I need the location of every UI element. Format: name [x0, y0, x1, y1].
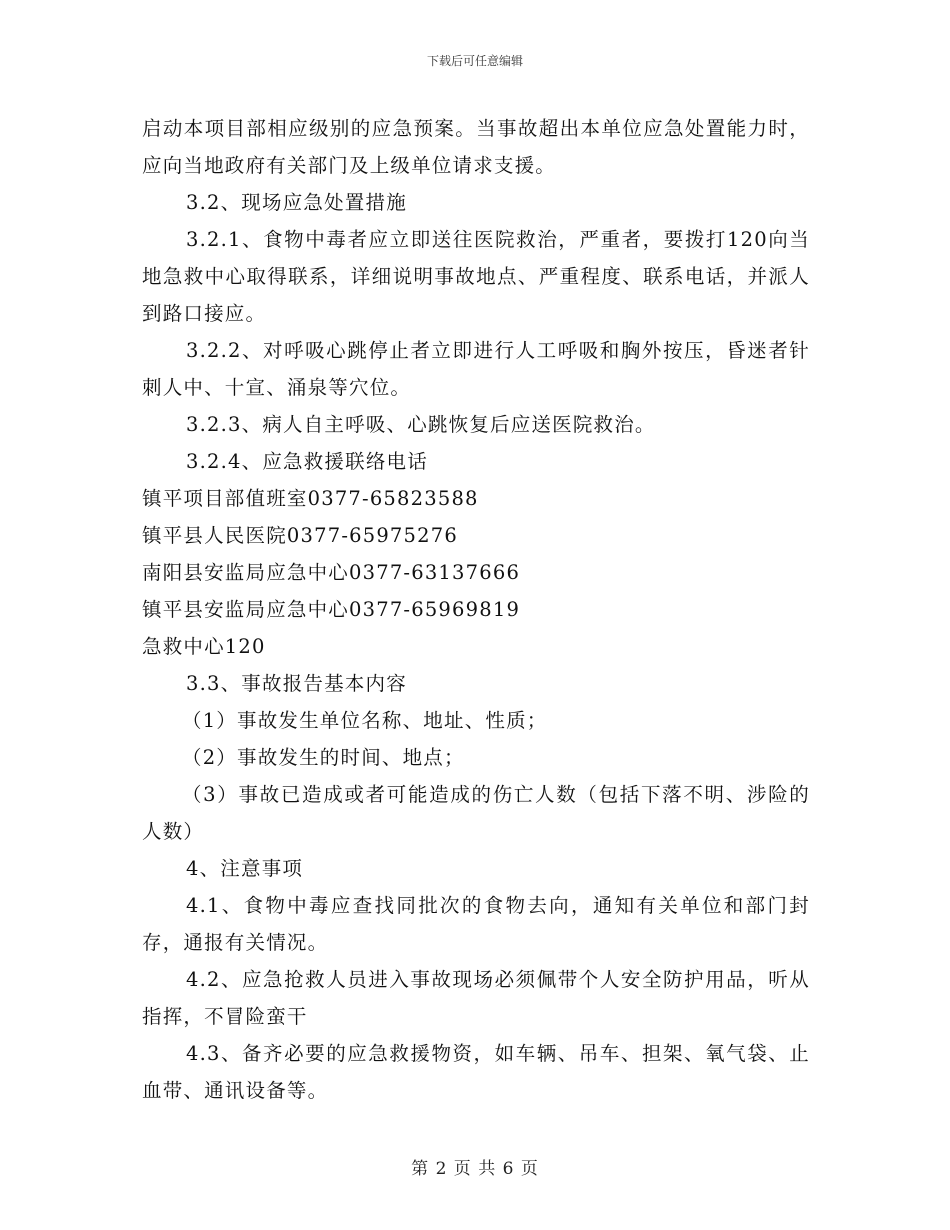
contact-line: 急救中心120 [142, 635, 266, 658]
document-body [142, 110, 810, 1109]
section-heading-3-2: 3.2、现场应急处置措施 [186, 191, 407, 214]
paragraph-continuation: 启动本项目部相应级别的应急预案。当事故超出本单位应急处置能力时，应向当地政府有关部门及上级单位请求支援。 [142, 117, 810, 177]
paragraph-3-2-4: 3.2.4、应急救援联络电话 [186, 450, 428, 473]
contact-line: 镇平县安监局应急中心0377-65969819 [142, 598, 521, 621]
paragraph-3-2-1: 3.2.1、食物中毒者应立即送往医院救治，严重者，要拨打120向当地急救中心取得联系，详细说明事故地点、严重程度、联系电话，并派人到路口接应。 [142, 228, 810, 325]
paragraph-3-2-2: 3.2.2、对呼吸心跳停止者立即进行人工呼吸和胸外按压，昏迷者针刺人中、十宣、涌泉等穴位。 [142, 339, 810, 399]
page-footer: 第 2 页 共 6 页 [411, 1159, 539, 1179]
paragraph-4-2: 4.2、应急抢救人员进入事故现场必须佩带个人安全防护用品，听从指挥，不冒险蛮干 [142, 968, 810, 1028]
paragraph-3-2-3: 3.2.3、病人自主呼吸、心跳恢复后应送医院救治。 [186, 413, 656, 436]
list-item: （2）事故发生的时间、地点； [182, 746, 465, 769]
contact-line: 镇平项目部值班室0377-65823588 [142, 487, 479, 510]
contact-line: 镇平县人民医院0377-65975276 [142, 524, 458, 547]
section-heading-3-3: 3.3、事故报告基本内容 [186, 672, 407, 695]
list-item: （1）事故发生单位名称、地址、性质； [182, 709, 548, 732]
paragraph-4-3: 4.3、备齐必要的应急救援物资，如车辆、吊车、担架、氧气袋、止血带、通讯设备等。 [142, 1042, 810, 1102]
page-header: 下载后可任意编辑 [426, 54, 523, 68]
paragraph-4-1: 4.1、食物中毒应查找同批次的食物去向，通知有关单位和部门封存，通报有关情况。 [142, 894, 810, 954]
section-heading-4: 4、注意事项 [186, 857, 304, 880]
contact-line: 南阳县安监局应急中心0377-63137666 [142, 561, 521, 584]
list-item: （3）事故已造成或者可能造成的伤亡人数（包括下落不明、涉险的人数） [142, 783, 810, 843]
